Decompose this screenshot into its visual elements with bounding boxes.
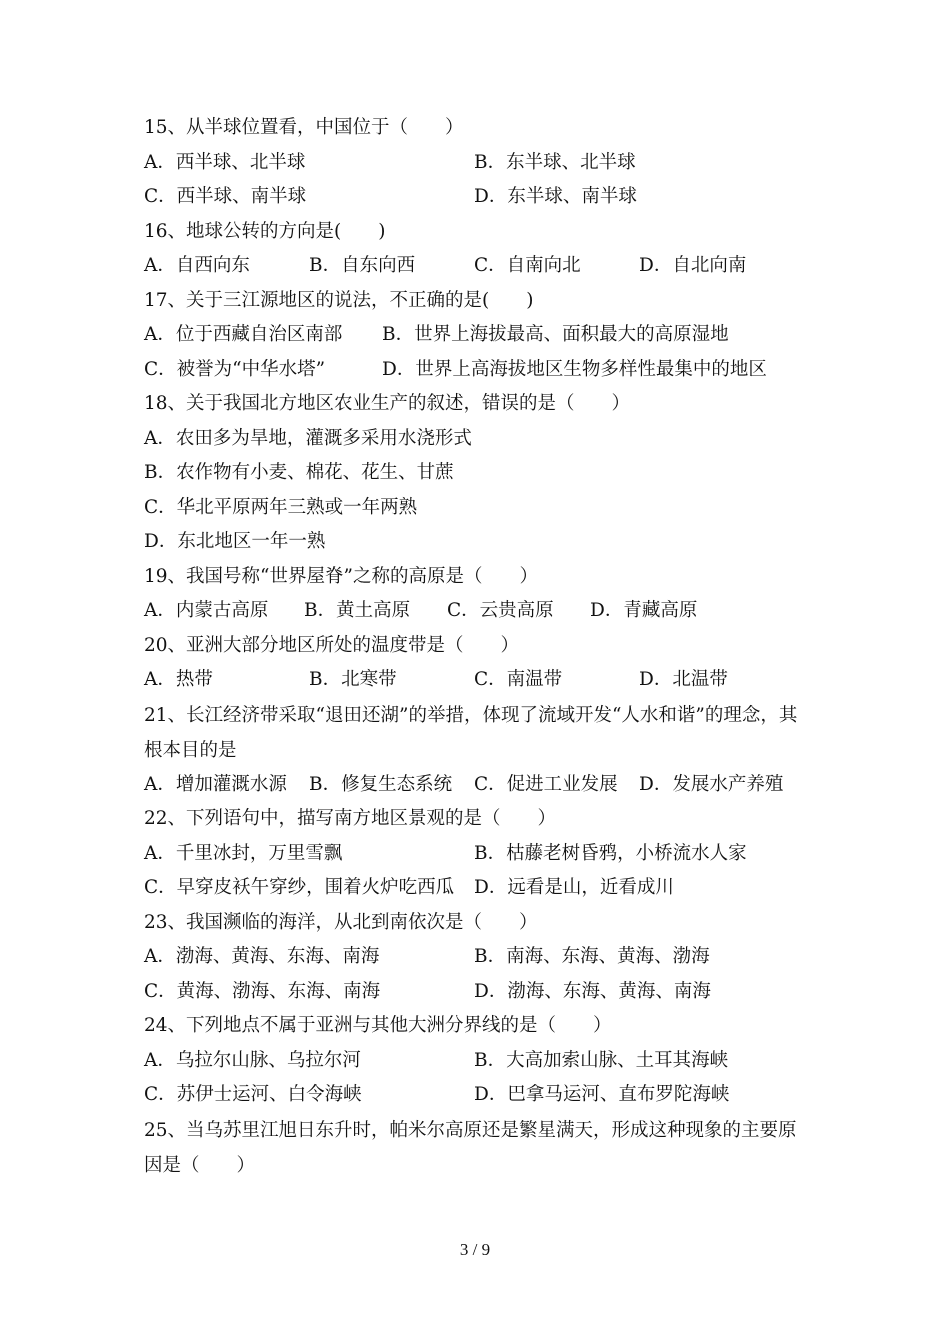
question-21-option-c: C．促进工业发展 <box>474 773 618 795</box>
question-19-option-c: C．云贵高原 <box>447 600 554 621</box>
exam-content <box>144 116 824 1193</box>
question-15-options-row-2 <box>144 185 824 209</box>
question-17-option-a: A．位于西藏自治区南部 <box>144 324 343 345</box>
question-21-option-a: A．增加灌溉水源 <box>144 773 287 795</box>
question-22-options-row-1 <box>144 842 824 866</box>
question-21-option-b: B．修复生态系统 <box>309 773 453 795</box>
question-25-stem: 25、当乌苏里江旭日东升时，帕米尔高原还是繁星满天，形成这种现象的主要原因是（ ） <box>144 1119 797 1176</box>
question-17-option-b: B．世界上海拔最高、面积最大的高原湿地 <box>382 324 729 345</box>
page-number: 3 / 9 <box>459 1240 491 1259</box>
question-17-option-c: C．被誉为“中华水塔” <box>144 358 326 380</box>
question-22-option-c: C．早穿皮袄午穿纱，围着火炉吃西瓜 <box>144 877 455 898</box>
question-17-options-row-2 <box>144 358 824 382</box>
question-22-option-b: B．枯藤老树昏鸦，小桥流水人家 <box>474 842 747 864</box>
question-18-option-c: C．华北平原两年三熟或一年两熟 <box>144 496 418 518</box>
question-22-option-a: A．千里冰封，万里雪飘 <box>144 842 343 864</box>
question-19-options <box>144 599 824 623</box>
question-24-stem: 24、下列地点不属于亚洲与其他大洲分界线的是（ ） <box>144 1015 612 1036</box>
question-24-options-row-1 <box>144 1049 824 1073</box>
question-20-option-b: B．北寒带 <box>309 669 397 690</box>
question-23-options-row-2 <box>144 980 824 1004</box>
question-15-option-d: D．东半球、南半球 <box>474 186 637 207</box>
question-24-option-d: D．巴拿马运河、直布罗陀海峡 <box>474 1084 730 1105</box>
question-15-option-b: B．东半球、北半球 <box>474 151 636 173</box>
question-16-option-b: B．自东向西 <box>309 255 416 276</box>
question-23-option-d: D．渤海、东海、黄海、南海 <box>474 980 711 1002</box>
question-16-options <box>144 254 824 278</box>
question-21-options <box>144 773 824 797</box>
question-16-option-d: D．自北向南 <box>639 255 747 276</box>
question-24-option-b: B．大高加索山脉、土耳其海峡 <box>474 1049 729 1071</box>
question-18-option-a: A．农田多为旱地，灌溉多采用水浇形式 <box>144 427 472 449</box>
question-20-option-c: C．南温带 <box>474 669 563 690</box>
question-18-stem: 18、关于我国北方地区农业生产的叙述，错误的是（ ） <box>144 393 631 414</box>
question-19-option-b: B．黄土高原 <box>304 600 411 621</box>
question-18-option-d: D．东北地区一年一熟 <box>144 531 326 552</box>
question-17-option-d: D．世界上高海拔地区生物多样性最集中的地区 <box>382 358 767 380</box>
question-15-options-row-1 <box>144 151 824 175</box>
question-20-options <box>144 668 824 692</box>
question-23-option-c: C．黄海、渤海、东海、南海 <box>144 980 381 1002</box>
question-23-option-a: A．渤海、黄海、东海、南海 <box>144 946 380 967</box>
question-18-option-b: B．农作物有小麦、棉花、花生、甘蔗 <box>144 462 454 483</box>
question-22-options-row-2 <box>144 876 824 900</box>
question-22-option-d: D．远看是山，近看成川 <box>474 877 674 898</box>
question-19-option-d: D．青藏高原 <box>590 600 698 621</box>
question-20-stem: 20、亚洲大部分地区所处的温度带是（ ） <box>144 634 520 656</box>
question-16-option-a: A．自西向东 <box>144 255 250 276</box>
question-20-option-a: A．热带 <box>144 669 213 690</box>
question-15-option-a: A．西半球、北半球 <box>144 151 306 173</box>
question-22-stem: 22、下列语句中，描写南方地区景观的是（ ） <box>144 808 557 829</box>
question-21-option-d: D．发展水产养殖 <box>639 773 784 795</box>
question-24-options-row-2 <box>144 1083 824 1107</box>
question-17-stem: 17、关于三江源地区的说法，不正确的是( ) <box>144 289 534 311</box>
question-24-option-a: A．乌拉尔山脉、乌拉尔河 <box>144 1049 361 1071</box>
question-20-option-d: D．北温带 <box>639 669 728 690</box>
question-23-option-b: B．南海、东海、黄海、渤海 <box>474 946 710 967</box>
question-23-options-row-1 <box>144 945 824 969</box>
question-15-option-c: C．西半球、南半球 <box>144 186 307 207</box>
question-15-stem: 15、从半球位置看，中国位于（ ） <box>144 117 464 138</box>
question-23-stem: 23、我国濒临的海洋，从北到南依次是（ ） <box>144 911 538 933</box>
question-19-stem: 19、我国号称“世界屋脊”之称的高原是（ ） <box>144 565 538 587</box>
question-19-option-a: A．内蒙古高原 <box>144 600 269 621</box>
question-16-option-c: C．自南向北 <box>474 255 581 276</box>
question-24-option-c: C．苏伊士运河、白令海峡 <box>144 1084 362 1105</box>
question-21-stem: 21、长江经济带采取“退田还湖”的举措，体现了流域开发“人水和谐”的理念，其根本目的是 <box>144 704 798 761</box>
question-17-options-row-1 <box>144 323 824 347</box>
question-16-stem: 16、地球公转的方向是( ) <box>144 220 386 242</box>
